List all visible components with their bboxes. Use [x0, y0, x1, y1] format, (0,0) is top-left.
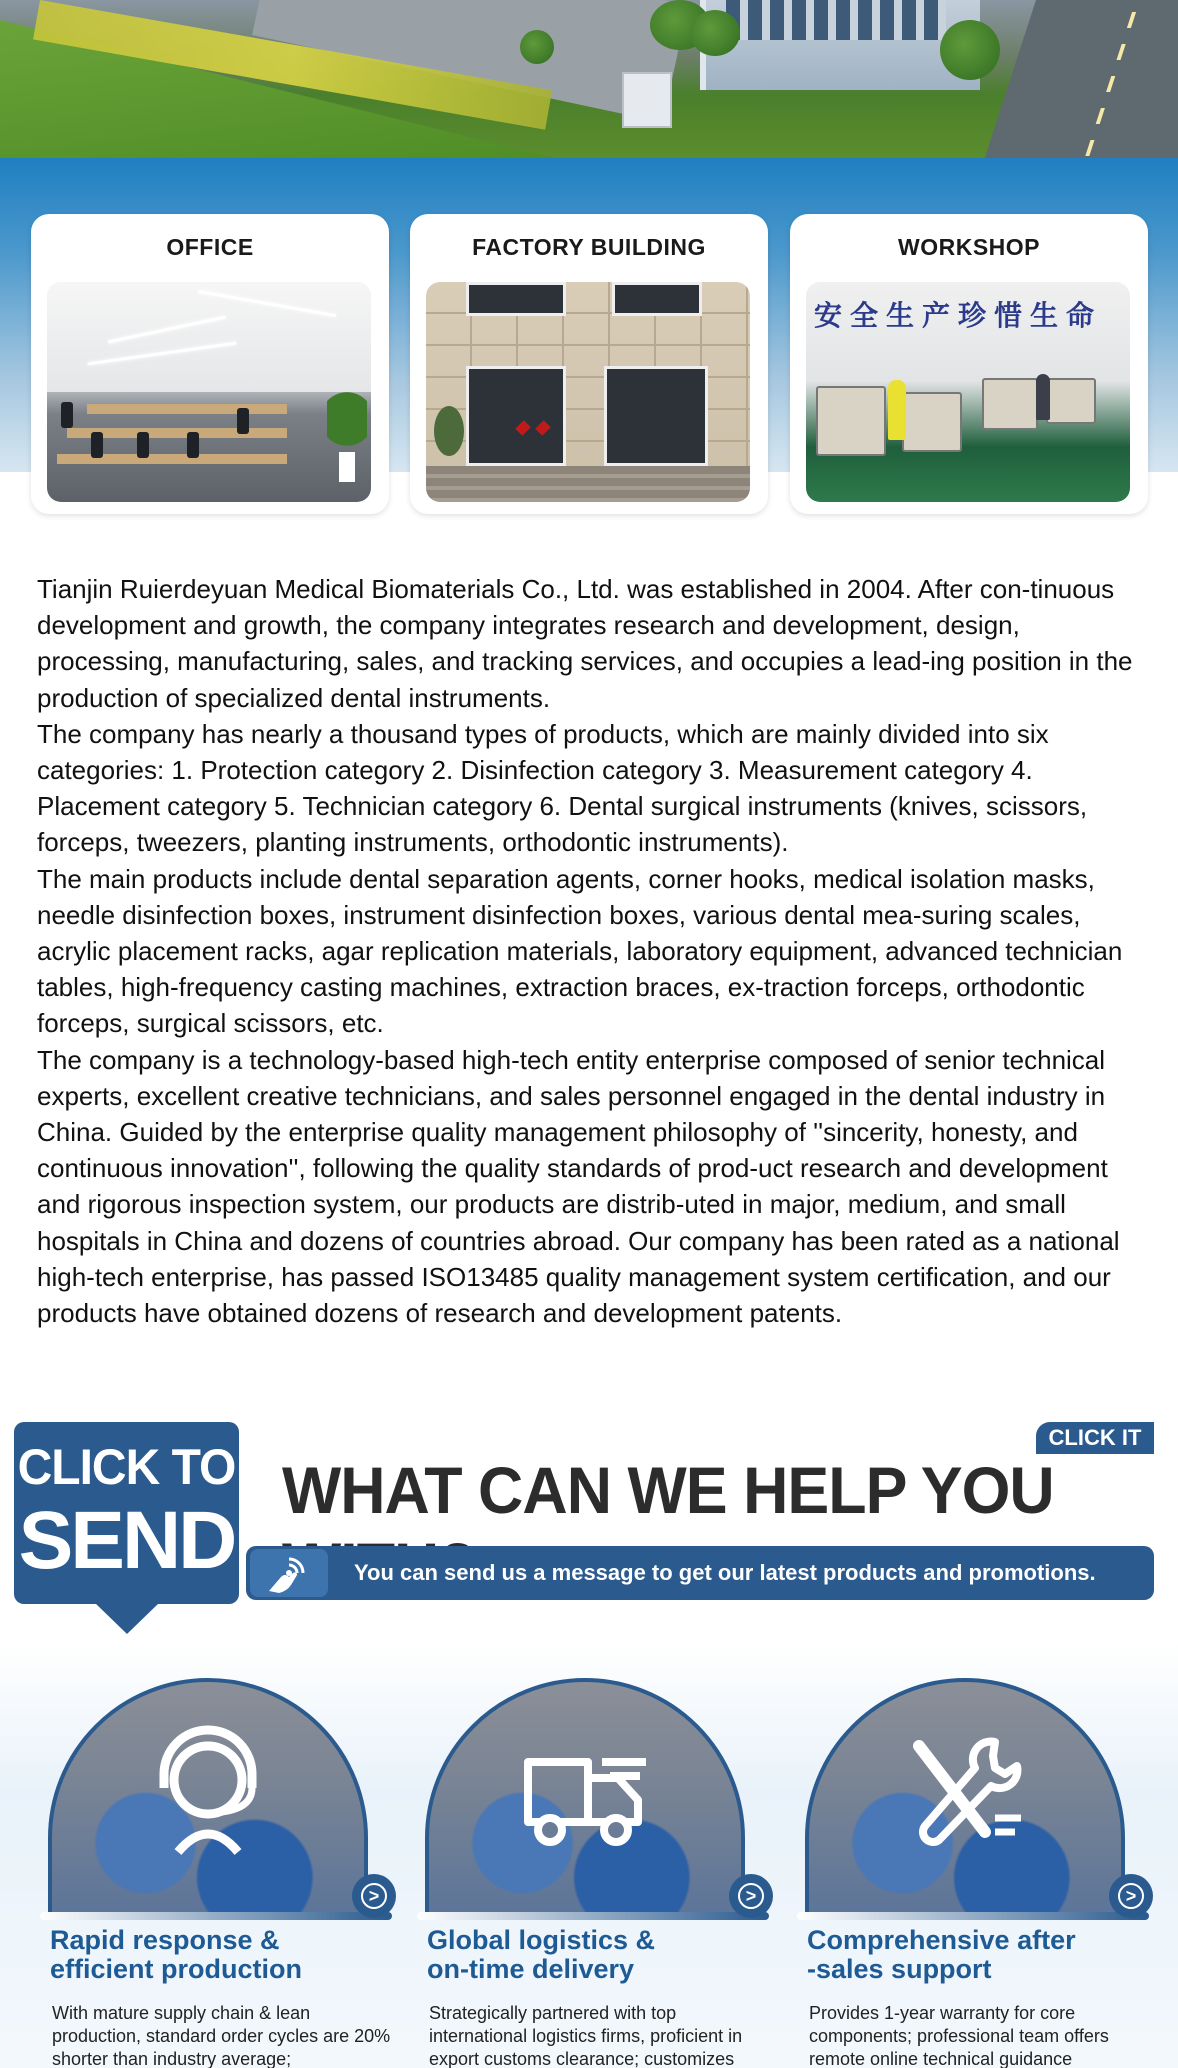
- workshop-card: [790, 214, 1148, 514]
- send-message-bar[interactable]: [246, 1546, 1154, 1600]
- feature-image: [805, 1678, 1125, 1916]
- factory-aerial-photo: [0, 0, 1178, 158]
- feature-description: Strategically partnered with top international logistics firms, proficient in export customs clearance; customizes: [429, 2003, 743, 2068]
- tools-icon: [895, 1722, 1035, 1862]
- about-paragraph: The main products include dental separation agents, corner hooks, medical isolation masks, needle disinfection boxes, instrument disinfection boxes, various dental mea-suring scales, acrylic placement racks, agar replication materials, laboratory equipment, advanced technician tables, high-frequency casting machines, extraction braces, ex-traction forceps, orthodontic forceps, surgical scissors, etc.: [37, 863, 1123, 1039]
- office-title: OFFICE: [166, 234, 254, 260]
- arrow-right-icon[interactable]: >: [1109, 1874, 1153, 1918]
- send-message-text: You can send us a message to get our latest products and promotions.: [354, 1560, 1096, 1585]
- click-to-label: CLICK TO: [17, 1439, 236, 1496]
- feature-title: Rapid response & efficient production: [50, 1925, 302, 1984]
- feature-card-rapid-response: [36, 1678, 391, 2068]
- factory-building-photo: [426, 282, 750, 502]
- office-card: [31, 214, 389, 514]
- feature-underline: [417, 1912, 769, 1920]
- feature-card-global-logistics: [413, 1678, 763, 2068]
- workshop-photo: [806, 282, 1130, 502]
- feature-image: [425, 1678, 745, 1916]
- about-paragraph: The company has nearly a thousand types of products, which are mainly divided into six categories: 1. Protection category 2. Disinfection category 3. Measurement category 4. Placement category 5. Technician category 6. Dental surgical instruments (knives, scissors, forceps, tweezers, planting instruments, orthodontic instruments).: [37, 718, 1088, 858]
- workshop-title: WORKSHOP: [898, 234, 1040, 260]
- arrow-right-icon[interactable]: >: [729, 1874, 773, 1918]
- hand-tap-icon: [250, 1549, 328, 1597]
- click-to-send-button[interactable]: [14, 1422, 239, 1604]
- feature-description: With mature supply chain & lean production, standard order cycles are 20% shorter than industry average;: [52, 2003, 391, 2068]
- send-label: SEND: [18, 1495, 235, 1586]
- about-paragraph: Tianjin Ruierdeyuan Medical Biomaterials Co., Ltd. was established in 2004. After con-tinuous development and growth, the company integrates research and development, design, processing, manufacturing, sales, and tracking services, and occupies a lead-ing position in the production of specialized dental instruments.: [37, 574, 1133, 713]
- company-introduction: [37, 571, 1147, 1331]
- workshop-safety-banner: 安全生产珍惜生命: [814, 299, 1103, 332]
- headset-support-icon: [138, 1722, 278, 1862]
- factory-building-card: [410, 214, 768, 514]
- click-it-tag[interactable]: CLICK IT: [1036, 1422, 1154, 1454]
- office-photo: [47, 282, 371, 502]
- arrow-right-icon[interactable]: >: [352, 1874, 396, 1918]
- feature-title: Comprehensive after -sales support: [807, 1925, 1076, 1984]
- feature-image: [48, 1678, 368, 1916]
- delivery-truck-icon: [510, 1722, 660, 1862]
- about-paragraph: The company is a technology-based high-tech entity enterprise composed of senior technical experts, excellent creative technicians, and sales personnel engaged in the dental industry in China. Guided by the enterprise quality management philosophy of ''sincerity, honesty, and continuous innovation'', following the quality standards of prod-uct research and development and rigorous inspection system, our products are distrib-uted in major, medium, and small hospitals in China and dozens of countries abroad. Our company has been rated as a national high-tech enterprise, has passed ISO13485 quality management system certification, and our products have obtained dozens of research and development patents.: [37, 1044, 1120, 1329]
- feature-description: Provides 1-year warranty for core components; professional team offers remote online technical guidance: [809, 2003, 1109, 2068]
- help-headline: WHAT CAN WE HELP YOU: [282, 1453, 1054, 1527]
- feature-title: Global logistics & on-time delivery: [427, 1925, 656, 1984]
- feature-underline: [40, 1912, 392, 1920]
- factory-building-title: FACTORY BUILDING: [472, 234, 706, 260]
- feature-underline: [797, 1912, 1149, 1920]
- feature-card-after-sales: [793, 1678, 1143, 2068]
